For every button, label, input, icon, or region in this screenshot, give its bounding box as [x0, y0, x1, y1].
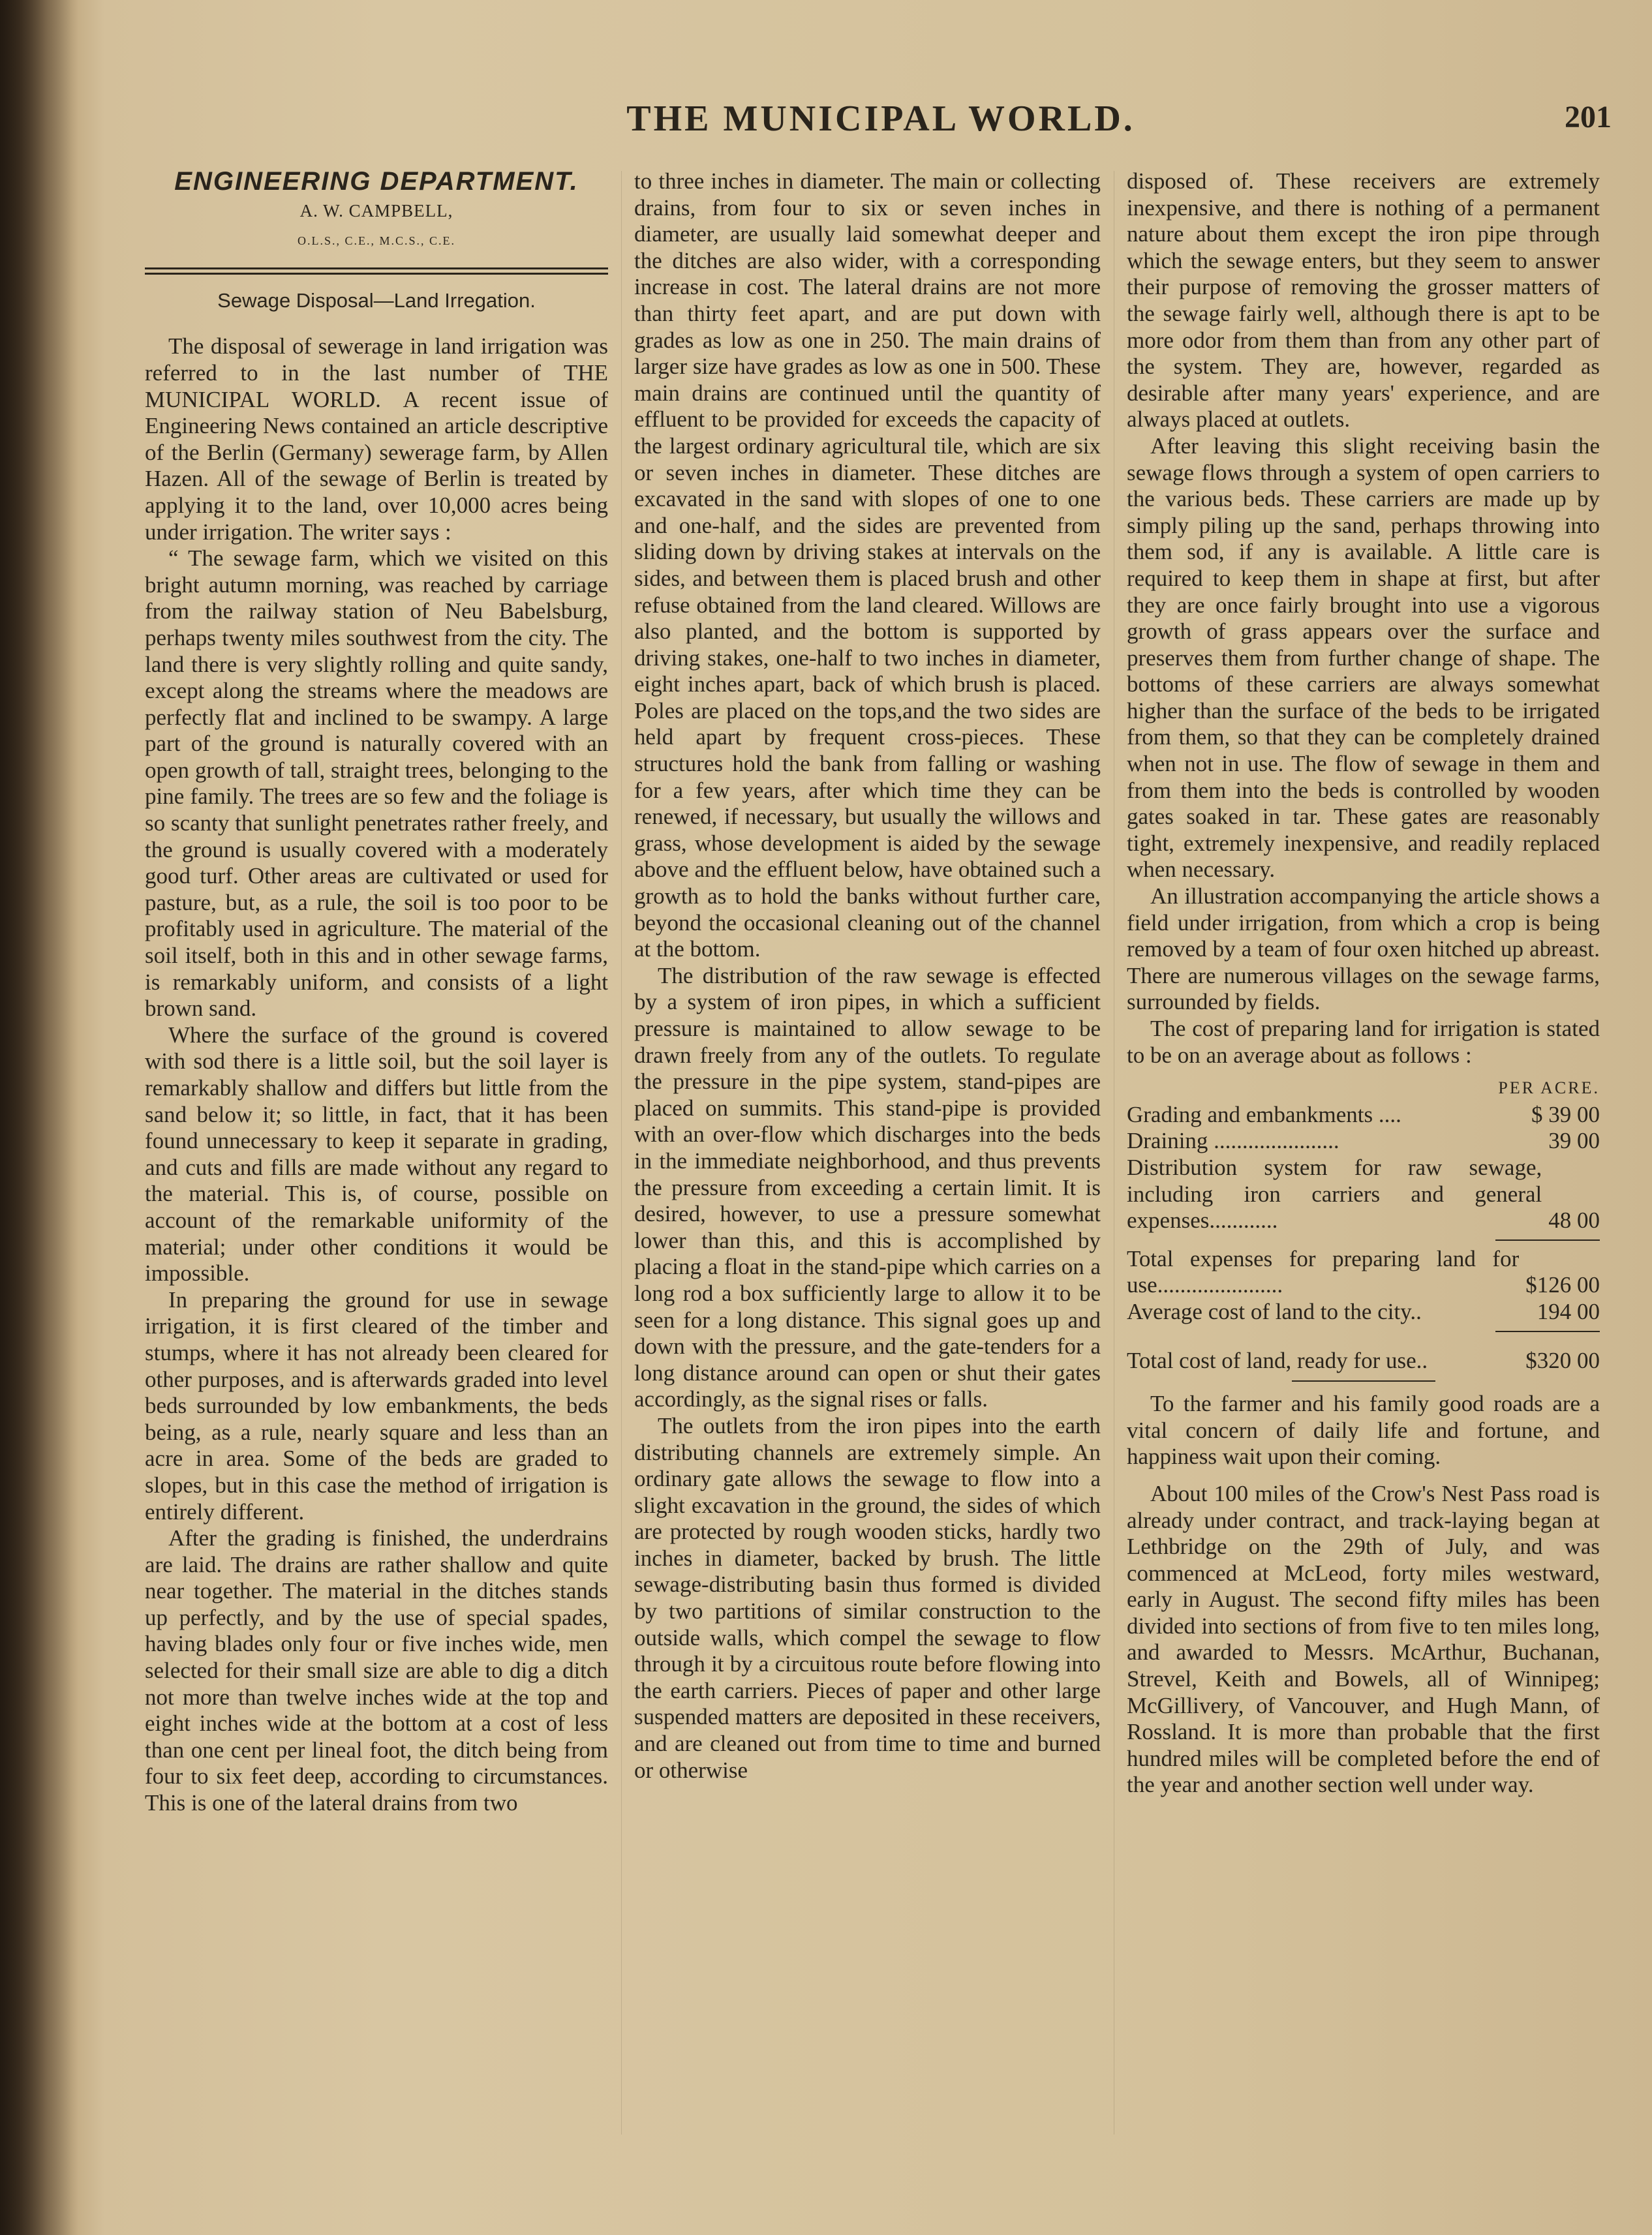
cost-label: Draining ...................... [1127, 1128, 1339, 1154]
author-credentials: O.L.S., C.E., M.C.S., C.E. [297, 234, 456, 248]
paragraph: The cost of preparing land for irrigation is stated to be on an average about as follows : [1127, 1016, 1600, 1068]
subtotal-amount: $126 00 [1525, 1272, 1600, 1298]
cost-label: Distribution system for raw sewage, including iron carriers and general expenses............ [1127, 1154, 1542, 1234]
page-number: 201 [1565, 100, 1612, 134]
paragraph: The outlets from the iron pipes into the earth distributing channels are extremely simple. An ordinary gate allows the sewage to flow into a slight excavation in the ground, the sides of which are protected by rough wooden sticks, hardly two inches in diameter, backed by brush. The little sewage-distributing basin thus formed is divided by two partitions of similar construction to the outside walls, which compel the sewage to flow through it by a circuitous route before flowing into the earth carriers. Pieces of paper and other large suspended matters are deposited in these receivers, and are cleaned out from time to time and burned or otherwise [634, 1412, 1101, 1783]
cost-amount: 39 00 [1548, 1128, 1600, 1154]
paragraph: The distribution of the raw sewage is effected by a system of iron pipes, in which a sufficient pressure is maintained to allow sewage to be drawn freely from any of the outlets. To regulate the pressure in the pipe system, stand-pipes are placed on summits. This stand-pipe is provided with an over-flow which discharges into the beds in the immediate neighborhood, and thus prevents the pressure from exceeding a certain limit. It is desired, however, to use a pressure somewhat lower than this, and this is accomplished by placing a float in the stand-pipe which carries on a long rod a box sufficiently large to allow it to be seen for a long distance. This signal goes up and down with the pressure, and the gate-tenders for a long distance around can open or shut their gates accordingly, as the signal rises or falls. [634, 962, 1101, 1412]
paragraph: “ The sewage farm, which we visited on this bright autumn morning, was reached by carriage from the railway station of Neu Babelsburg, perhaps twenty miles southwest from the city. The land there is very slightly rolling and quite sandy, except along the streams where the meadows are perfectly flat and inclined to be swampy. A large part of the ground is naturally covered with an open growth of tall, straight trees, belonging to the pine family. The trees are so few and the foliage is so scanty that sunlight penetrates rather freely, and the ground is usually covered with a moderately good turf. Other areas are cultivated or used for pasture, but, as a rule, the soil is too poor to be profitably used in agriculture. The material of the soil itself, both in this and in other sewage farms, is remarkably uniform, and consists of a light brown sand. [145, 545, 608, 1022]
paragraph: In preparing the ground for use in sewage irrigation, it is first cleared of the timber and stumps, where it has not already been cleared for other purposes, and is afterwards graded into level beds surrounded by low embankments, the beds being, as a rule, nearly square and less than an acre in area. Some of the beds are graded to slopes, but in this case the method of irrigation is entirely different. [145, 1286, 608, 1525]
total-amount: $320 00 [1525, 1347, 1600, 1373]
cost-row [1127, 1102, 1600, 1129]
paragraph: Where the surface of the ground is covered with sod there is a little soil, but the soil layer is remarkably shallow and differs but little from the sand below it; so little, in fact, that it has been found unnecessary to keep it separate in grading, and cuts and fills are made without any regard to the material. This is, of course, possible on account of the remarkable uniformity of the material; under other conditions it would be impossible. [145, 1022, 608, 1286]
cost-row [1127, 1128, 1600, 1155]
paragraph: disposed of. These receivers are extremely inexpensive, and there is nothing of a permanent nature about them except the iron pipe through which the sewage enters, but they seem to answer their purpose of removing the grosser matters of the sewage fairly well, although there is apt to be more odor from them than from any other part of the system. They are, however, regarded as desirable after many years' experience, and are always placed at outlets. [1127, 168, 1600, 433]
department-title: ENGINEERING DEPARTMENT. [174, 167, 579, 196]
cost-label: Grading and embankments .... [1127, 1101, 1401, 1127]
paragraph: About 100 miles of the Crow's Nest Pass road is already under contract, and track-laying began at Lethbridge on the 29th of July, and was commenced at McLeod, forty miles westward, early in August. The second fifty miles has been divided into sections of from five to ten miles long, and awarded to Messrs. McArthur, Buchanan, Strevel, Keith and Bowels, all of Winnipeg; McGillivery, of Vancouver, and Hugh Mann, of Rossland. It is more than probable that the first hundred miles will be completed before the end of the year and another section well under way. [1127, 1480, 1600, 1798]
sum-rule [1495, 1239, 1600, 1241]
publication-title: THE MUNICIPAL WORLD. [626, 99, 1135, 139]
average-row [1127, 1299, 1600, 1326]
average-amount: 194 00 [1537, 1298, 1600, 1324]
column-2 [634, 168, 1101, 1784]
total-label: Total cost of land, ready for use.. [1127, 1347, 1428, 1373]
paragraph: An illustration accompanying the article shows a field under irrigation, from which a crop is being removed by a team of four oxen hitched up abreast. There are numerous villages on the sewage farms, surrounded by fields. [1127, 883, 1600, 1015]
book-gutter-shadow [0, 0, 78, 2235]
column-3 [1127, 168, 1600, 1799]
paragraph: After leaving this slight receiving basin the sewage flows through a system of open carriers to the various beds. These carriers are made up by simply piling up the sand, perhaps throwing into them sod, if any is available. A little care is required to keep them in shape at first, but after they are once fairly brought into use a vigorous growth of grass appears over the surface and preserves them from further change of shape. The bottoms of these carriers are always somewhat higher than the surface of the beds to be irrigated from them, so that they can be completely drained when not in use. The flow of sewage in them and from them into the beds is controlled by wooden gates soaked in tar. These gates are reasonably tight, extremely inexpensive, and readily replaced when necessary. [1127, 433, 1600, 883]
section-rule [1292, 1380, 1435, 1382]
paragraph: to three inches in diameter. The main or collecting drains, from four to six or seven inches in diameter, are usually laid somewhat deeper and the ditches are also wider, with a corresponding increase in cost. The lateral drains are not more than thirty feet apart, and are put down with grades as low as one in 250. The main drains of larger size have grades as low as one in 500. These main drains are continued until the quantity of effluent to be provided for exceeds the capacity of the largest ordinary agricultural tile, which are six or seven inches in diameter. These ditches are excavated in the sand with slopes of one to one and one-half, and the sides are prevented from sliding down by driving stakes at intervals on the sides, and between them is placed brush and other refuse obtained from the land cleared. Willows are also planted, and the bottom is supported by driving stakes, one-half to two inches in diameter, eight inches apart, back of which brush is placed. Poles are placed on the tops,and the two sides are held apart by frequent cross-pieces. These structures hold the bank from falling or washing for a few years, after which time they can be renewed, if necessary, but usually the willows and grass, whose development is aided by the sewage above and the effluent below, have obtained such a growth as to hold the banks without further care, beyond the occasional cleaning out of the channel at the bottom. [634, 168, 1101, 962]
cost-row [1127, 1155, 1600, 1234]
column-1 [145, 168, 608, 1817]
cost-amount: 48 00 [1548, 1208, 1600, 1234]
cost-amount: $ 39 00 [1531, 1101, 1600, 1127]
total-row [1127, 1348, 1600, 1375]
column-divider [621, 171, 622, 2135]
header-double-rule [145, 267, 608, 275]
average-label: Average cost of land to the city.. [1127, 1298, 1422, 1324]
article-title: Sewage Disposal—Land Irregation. [217, 288, 536, 312]
paragraph: After the grading is finished, the underdrains are laid. The drains are rather shallow and quite near together. The material in the ditches stands up perfectly, and by the use of special spades, having blades only four or five inches wide, men selected for their small size are able to dig a ditch not more than twelve inches wide at the top and eight inches wide at the bottom at a cost of less than one cent per lineal foot, the ditch being from four to six feet deep, according to circumstances. This is one of the lateral drains from two [145, 1525, 608, 1816]
cost-table-header: PER ACRE. [1498, 1078, 1600, 1098]
author-name: A. W. CAMPBELL, [299, 200, 453, 220]
paragraph: To the farmer and his family good roads are a vital concern of daily life and fortune, and happiness wait upon their coming. [1127, 1391, 1600, 1470]
subtotal-label: Total expenses for preparing land for use...................... [1127, 1245, 1520, 1298]
subtotal-row [1127, 1246, 1600, 1299]
sum-rule [1495, 1331, 1600, 1332]
paragraph: The disposal of sewerage in land irrigation was referred to in the last number of THE MUNICIPAL WORLD. A recent issue of Engineering News contained an article descriptive of the Berlin (Germany) sewerage farm, by Allen Hazen. All of the sewage of Berlin is treated by applying it to the land, over 10,000 acres being under irrigation. The writer says : [145, 333, 608, 545]
